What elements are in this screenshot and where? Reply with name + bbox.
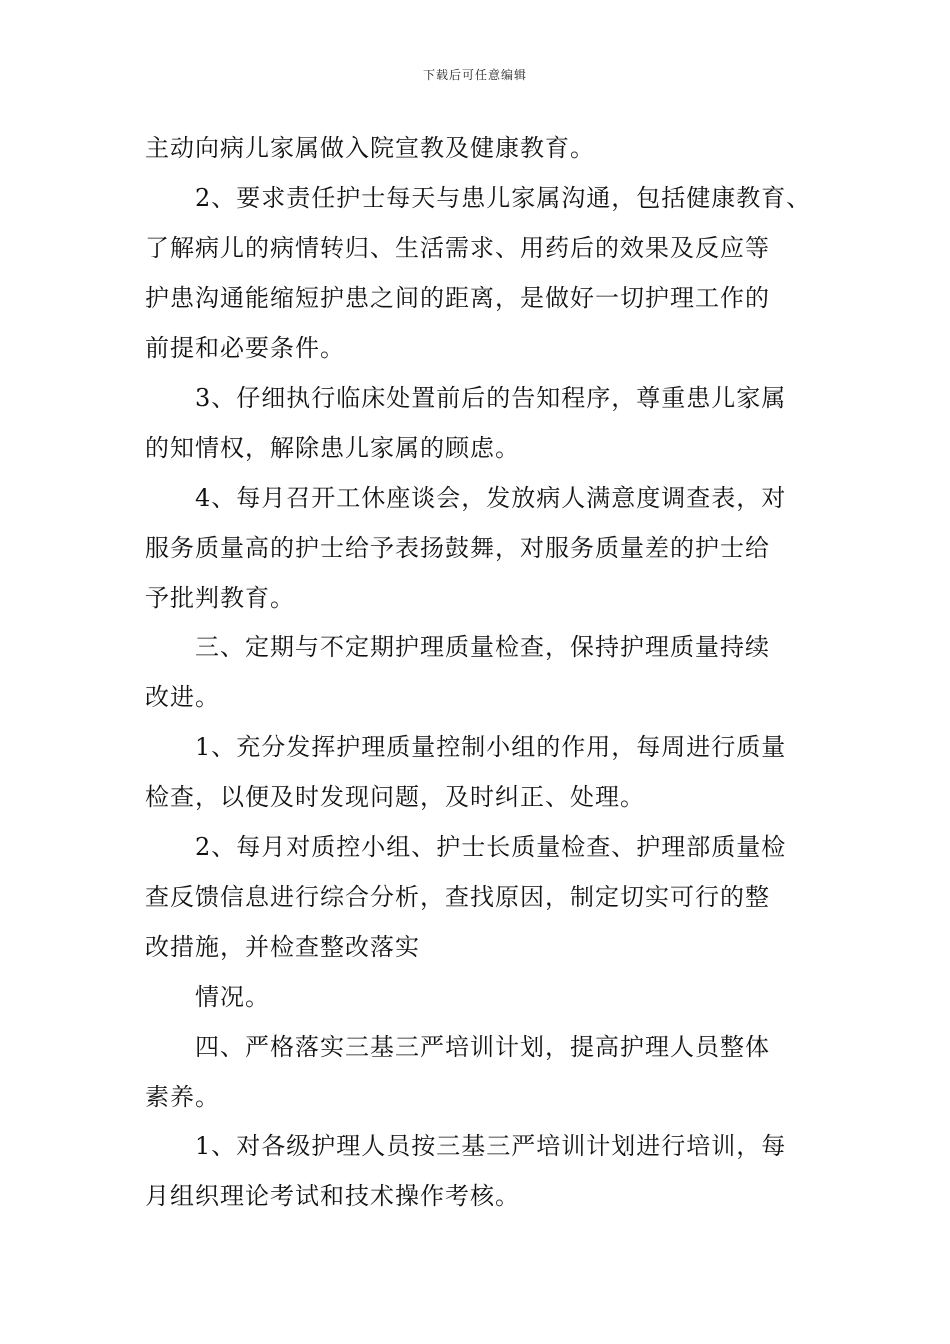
text-line: 2、每月对质控小组、护士长质量检查、护理部质量检 xyxy=(195,833,787,861)
text-line: 了解病儿的病情转归、生活需求、用药后的效果及反应等 xyxy=(145,234,770,262)
text-line: 三、定期与不定期护理质量检查，保持护理质量持续 xyxy=(195,633,770,661)
text-line: 检查，以便及时发现问题，及时纠正、处理。 xyxy=(145,783,645,811)
text-line: 4、每月召开工休座谈会，发放病人满意度调查表，对 xyxy=(195,484,787,512)
text-line: 护患沟通能缩短护患之间的距离，是做好一切护理工作的 xyxy=(145,284,770,312)
text-line: 1、充分发挥护理质量控制小组的作用，每周进行质量 xyxy=(195,733,787,761)
text-line: 查反馈信息进行综合分析，查找原因，制定切实可行的整 xyxy=(145,883,770,911)
text-line: 改措施，并检查整改落实 xyxy=(145,933,420,961)
text-line: 前提和必要条件。 xyxy=(145,334,345,362)
text-line: 素养。 xyxy=(145,1083,220,1111)
text-line: 服务质量高的护士给予表扬鼓舞，对服务质量差的护士给 xyxy=(145,534,770,562)
text-line: 2、要求责任护士每天与患儿家属沟通，包括健康教育、 xyxy=(195,184,812,212)
text-line: 的知情权，解除患儿家属的顾虑。 xyxy=(145,434,520,462)
text-line: 1、对各级护理人员按三基三严培训计划进行培训，每 xyxy=(195,1132,787,1160)
page-header: 下载后可任意编辑 xyxy=(422,68,527,82)
text-line: 四、严格落实三基三严培训计划，提高护理人员整体 xyxy=(195,1033,770,1061)
text-line: 改进。 xyxy=(145,683,220,711)
text-line: 主动向病儿家属做入院宣教及健康教育。 xyxy=(145,134,595,162)
text-line: 予批判教育。 xyxy=(145,584,295,612)
text-line: 3、仔细执行临床处置前后的告知程序，尊重患儿家属 xyxy=(195,384,787,412)
text-line: 情况。 xyxy=(195,983,270,1011)
text-line: 月组织理论考试和技术操作考核。 xyxy=(145,1182,520,1210)
